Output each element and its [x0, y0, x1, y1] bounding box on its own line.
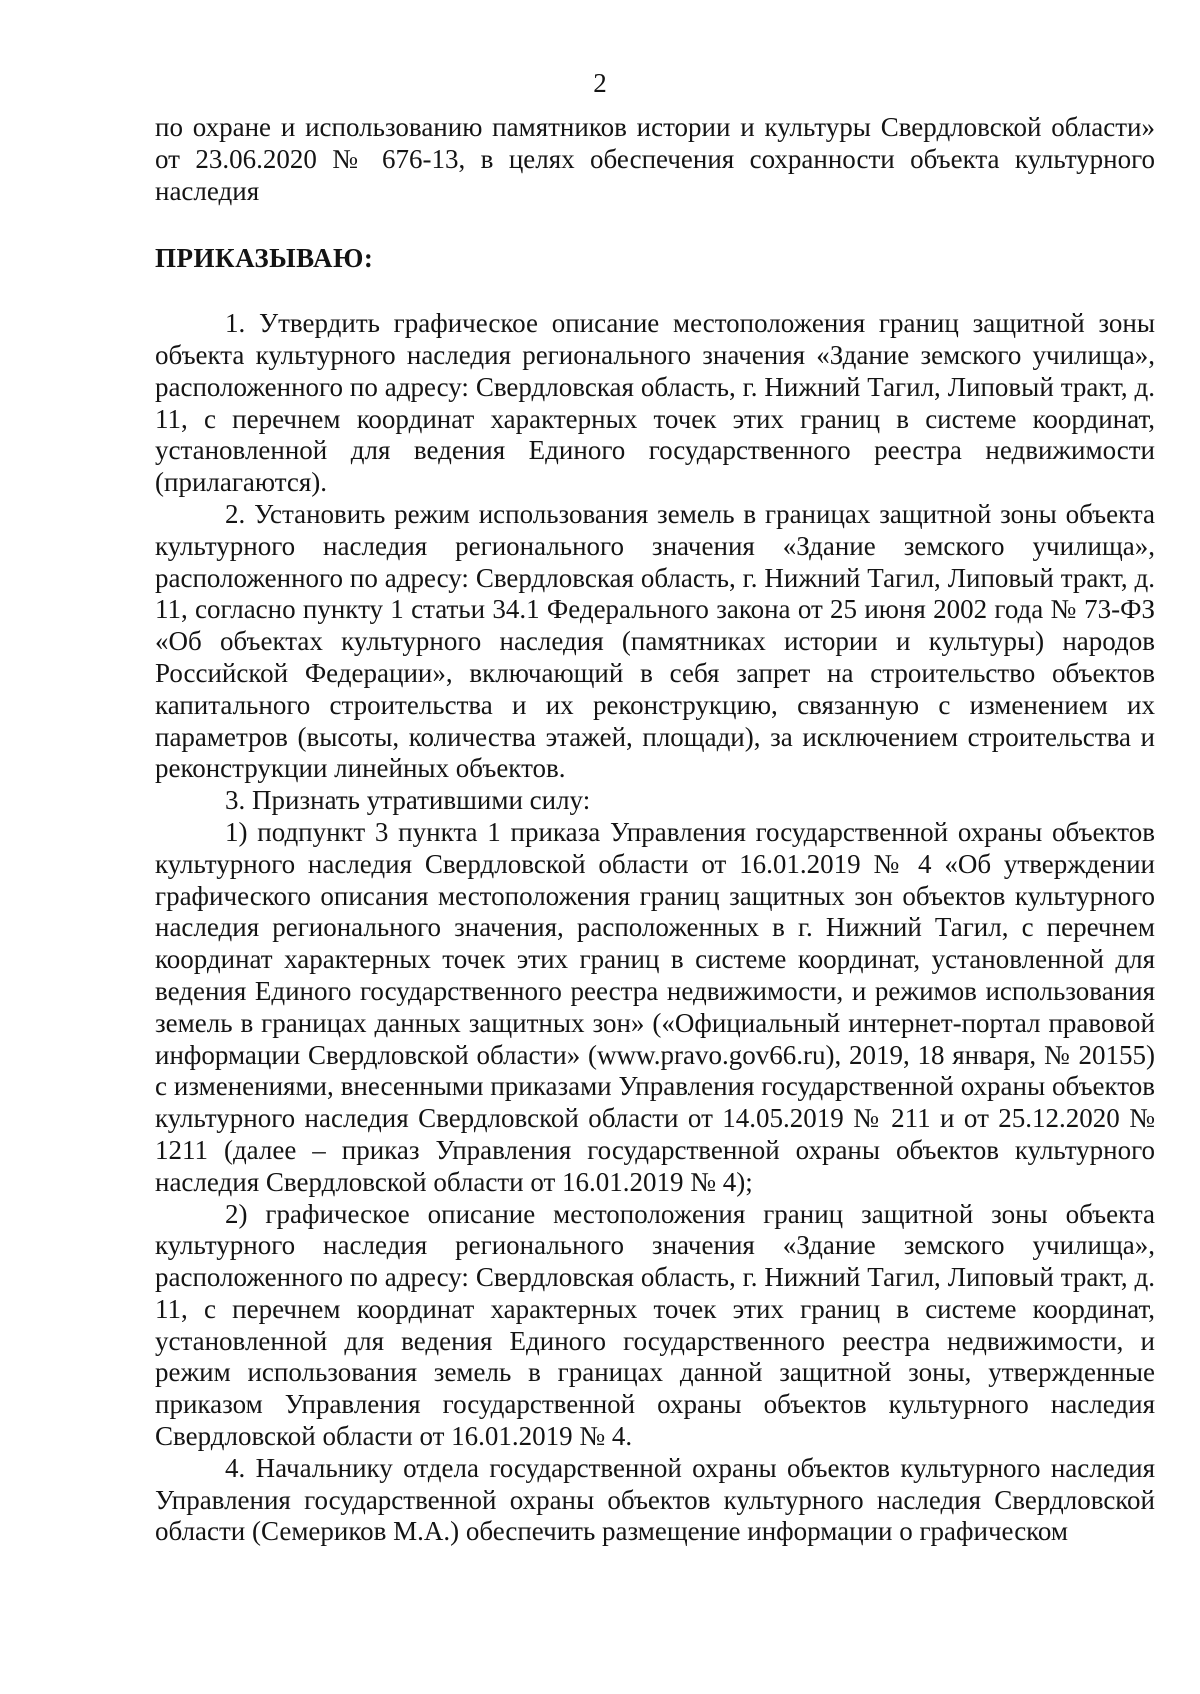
page-number: 2	[593, 68, 607, 98]
order-heading: ПРИКАЗЫВАЮ:	[155, 243, 374, 274]
paragraph-item-3-2: 2) графическое описание местоположения границ защитной зоны объекта культурного наследия регионального значения «Здание земского училища», расположенного по адресу: Свердловская область, г. Нижний Тагил, Липовый тракт, д. 11, с перечнем координат характерных точек этих границ в системе координат, установленной для ведения Единого государственного реестра недвижимости, и режим использования земель в границах данной защитной зоны, утвержденные приказом Управления государственной охраны объектов культурного наследия Свердловской области от 16.01.2019 № 4.	[155, 1198, 1155, 1452]
paragraph-item-3-1: 1) подпункт 3 пункта 1 приказа Управления государственной охраны объектов культурного наследия Свердловской области от 16.01.2019 № 4 «Об утверждении графического описания местоположения границ защитных зон объектов культурного наследия регионального значения, расположенных в г. Нижний Тагил, с перечнем координат характерных точек этих границ в системе координат, установленной для ведения Единого государственного реестра недвижимости, и режимов использования земель в границах данных защитных зон» («Официальный интернет-портал правовой информации Свердловской области» (www.pravo.gov66.ru), 2019, 18 января, № 20155) с изменениями, внесенными приказами Управления государственной охраны объектов культурного наследия Свердловской области от 14.05.2019 № 211 и от 25.12.2020 № 1211 (далее – приказ Управления государственной охраны объектов культурного наследия Свердловской области от 16.01.2019 № 4);	[155, 816, 1155, 1197]
paragraph-item-4: 4. Начальнику отдела государственной охраны объектов культурного наследия Управления государственной охраны объектов культурного наследия Свердловской области (Семериков М.А.) обеспечить размещение информации о графическом	[155, 1452, 1155, 1547]
intro-paragraph: по охране и использованию памятников истории и культуры Свердловской области» от 23.06.2020 № 676-13, в целях обеспечения сохранности объекта культурного наследия	[155, 112, 1155, 206]
paragraph-item-2: 2. Установить режим использования земель в границах защитной зоны объекта культурного наследия регионального значения «Здание земского училища», расположенного по адресу: Свердловская область, г. Нижний Тагил, Липовый тракт, д. 11, согласно пункту 1 статьи 34.1 Федерального закона от 25 июня 2002 года № 73-ФЗ «Об объектах культурного наследия (памятниках истории и культуры) народов Российской Федерации», включающий в себя запрет на строительство объектов капитального строительства и их реконструкцию, связанную с изменением их параметров (высоты, количества этажей, площади), за исключением строительства и реконструкции линейных объектов.	[155, 498, 1155, 784]
paragraph-item-3: 3. Признать утратившими силу:	[225, 785, 591, 816]
paragraph-item-1: 1. Утвердить графическое описание местоположения границ защитной зоны объекта культурного наследия регионального значения «Здание земского училища», расположенного по адресу: Свердловская область, г. Нижний Тагил, Липовый тракт, д. 11, с перечнем координат характерных точек этих границ в системе координат, установленной для ведения Единого государственного реестра недвижимости (прилагаются).	[155, 308, 1155, 498]
document-body	[155, 112, 1155, 1548]
